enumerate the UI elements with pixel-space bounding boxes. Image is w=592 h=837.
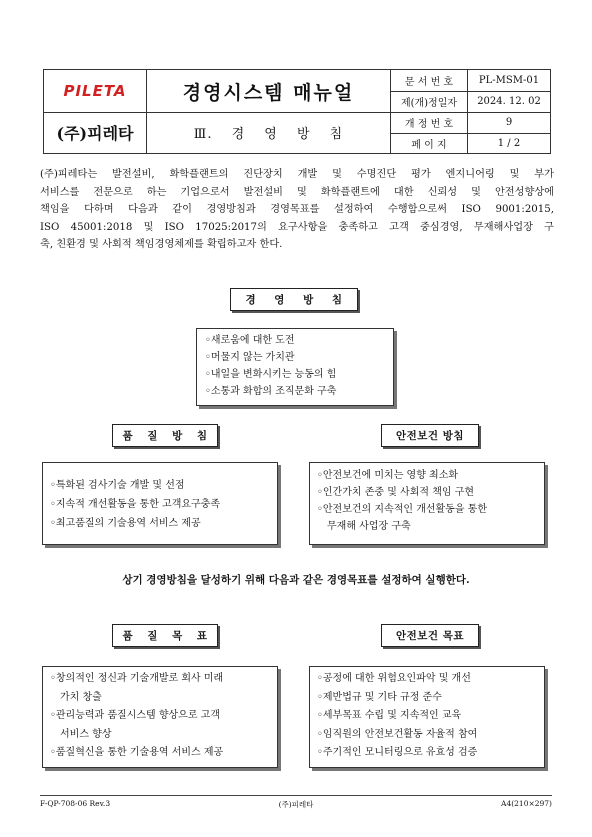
list-item: ◦공정에 대한 위험요인파악 및 개선 bbox=[317, 673, 471, 684]
meta-label: 문 서 번 호 bbox=[390, 69, 468, 92]
list-item: ◦품질혁신을 통한 기술용역 서비스 제공 bbox=[50, 747, 224, 758]
list-item: ◦소통과 화합의 조직문화 구축 bbox=[205, 386, 337, 397]
meta-value: 1 / 2 bbox=[467, 133, 551, 154]
quality-policy-title: 품 질 방 침 bbox=[112, 424, 218, 447]
footer-company: (주)피레타 bbox=[278, 800, 314, 809]
list-item: ◦안전보건에 미치는 영향 최소화 bbox=[317, 470, 459, 481]
list-item: ◦지속적 개선활동을 통한 고객요구충족 bbox=[50, 499, 220, 510]
meta-value: PL-MSM-01 bbox=[467, 69, 551, 92]
footer-paper-size: A4(210×297) bbox=[501, 799, 552, 808]
footer-rule bbox=[40, 795, 552, 796]
manual-title-cell bbox=[146, 69, 391, 113]
section-cell bbox=[146, 112, 391, 154]
list-item: ◦관리능력과 품질시스템 향상으로 고객 bbox=[50, 710, 220, 721]
safety-goals-box bbox=[309, 666, 545, 768]
safety-goals-title: 안전보건 목표 bbox=[381, 624, 479, 647]
quality-goals-title: 품 질 목 표 bbox=[112, 624, 218, 647]
management-policy-title: 경 영 방 침 bbox=[230, 288, 358, 311]
list-item: ◦최고품질의 기술용역 서비스 제공 bbox=[50, 518, 201, 529]
meta-value: 9 bbox=[467, 112, 551, 134]
management-policy-box bbox=[196, 328, 394, 406]
list-item: 가치 창출 bbox=[60, 691, 102, 703]
list-item: ◦세부목표 수립 및 지속적인 교육 bbox=[317, 710, 462, 721]
list-item: ◦특화된 검사기술 개발 및 선점 bbox=[50, 480, 185, 491]
company-name: (주)피레타 bbox=[56, 124, 134, 143]
meta-label: 제(개)정일자 bbox=[390, 91, 468, 113]
list-item: 서비스 향상 bbox=[60, 728, 112, 740]
section-title: Ⅲ. 경 영 방 침 bbox=[193, 127, 344, 142]
intro-line: (주)피레타는 발전설비, 화학플랜트의 진단장치 개발 및 수명진단 평가 엔지니어링 및 부가 bbox=[40, 169, 554, 180]
company-name-cell bbox=[43, 112, 147, 154]
list-item: ◦창의적인 정신과 기술개발로 회사 미래 bbox=[50, 673, 224, 684]
intro-line: 축, 친환경 및 사회적 책임경영체제를 확립하고자 한다. bbox=[40, 239, 283, 251]
meta-label: 개 정 번 호 bbox=[390, 112, 468, 134]
quality-policy-box bbox=[42, 462, 278, 545]
intro-line: ISO 45001:2018 및 ISO 17025:2017의 요구사항을 충족하고 고객 중심경영, 무재해사업장 구 bbox=[40, 221, 554, 233]
list-item: ◦인간가치 존중 및 사회적 책임 구현 bbox=[317, 487, 475, 498]
intro-line: 책임을 다하며 다음과 같이 경영방침과 경영목표를 설정하여 수행함으로써 ISO 9001:2015, bbox=[40, 204, 554, 216]
list-item: ◦주기적인 모니터링으로 유효성 검증 bbox=[317, 747, 478, 758]
manual-title: 경영시스템 매뉴얼 bbox=[182, 81, 355, 104]
list-item: 무재해 사업장 구축 bbox=[327, 521, 411, 532]
intro-paragraph bbox=[40, 166, 554, 254]
safety-policy-box bbox=[309, 462, 545, 545]
list-item: ◦안전보건의 지속적인 개선활동을 통한 bbox=[317, 504, 487, 515]
list-item: ◦머물지 않는 가치관 bbox=[205, 352, 295, 363]
meta-value: 2024. 12. 02 bbox=[467, 91, 551, 113]
intro-line: 서비스를 전문으로 하는 기업으로서 발전설비 및 화학플랜트에 대한 신뢰성 및 안전성향상에 bbox=[40, 186, 554, 198]
quality-goals-box bbox=[42, 666, 278, 768]
company-logo: PILETA bbox=[63, 82, 127, 100]
list-item: ◦새로움에 대한 도전 bbox=[205, 335, 295, 346]
safety-policy-title: 안전보건 방침 bbox=[381, 424, 479, 447]
meta-label: 페 이 지 bbox=[390, 133, 468, 154]
goal-statement: 상기 경영방침을 달성하기 위해 다음과 같은 경영목표를 설정하여 실행한다. bbox=[122, 574, 470, 586]
list-item: ◦임직원의 안전보건활동 자율적 참여 bbox=[317, 728, 478, 740]
logo-cell bbox=[43, 69, 147, 113]
list-item: ◦내일을 변화시키는 능동의 힘 bbox=[205, 369, 337, 380]
list-item: ◦제반법규 및 기타 규정 준수 bbox=[317, 691, 442, 703]
footer-form-number: F-QP-708-06 Rev.3 bbox=[40, 799, 111, 808]
